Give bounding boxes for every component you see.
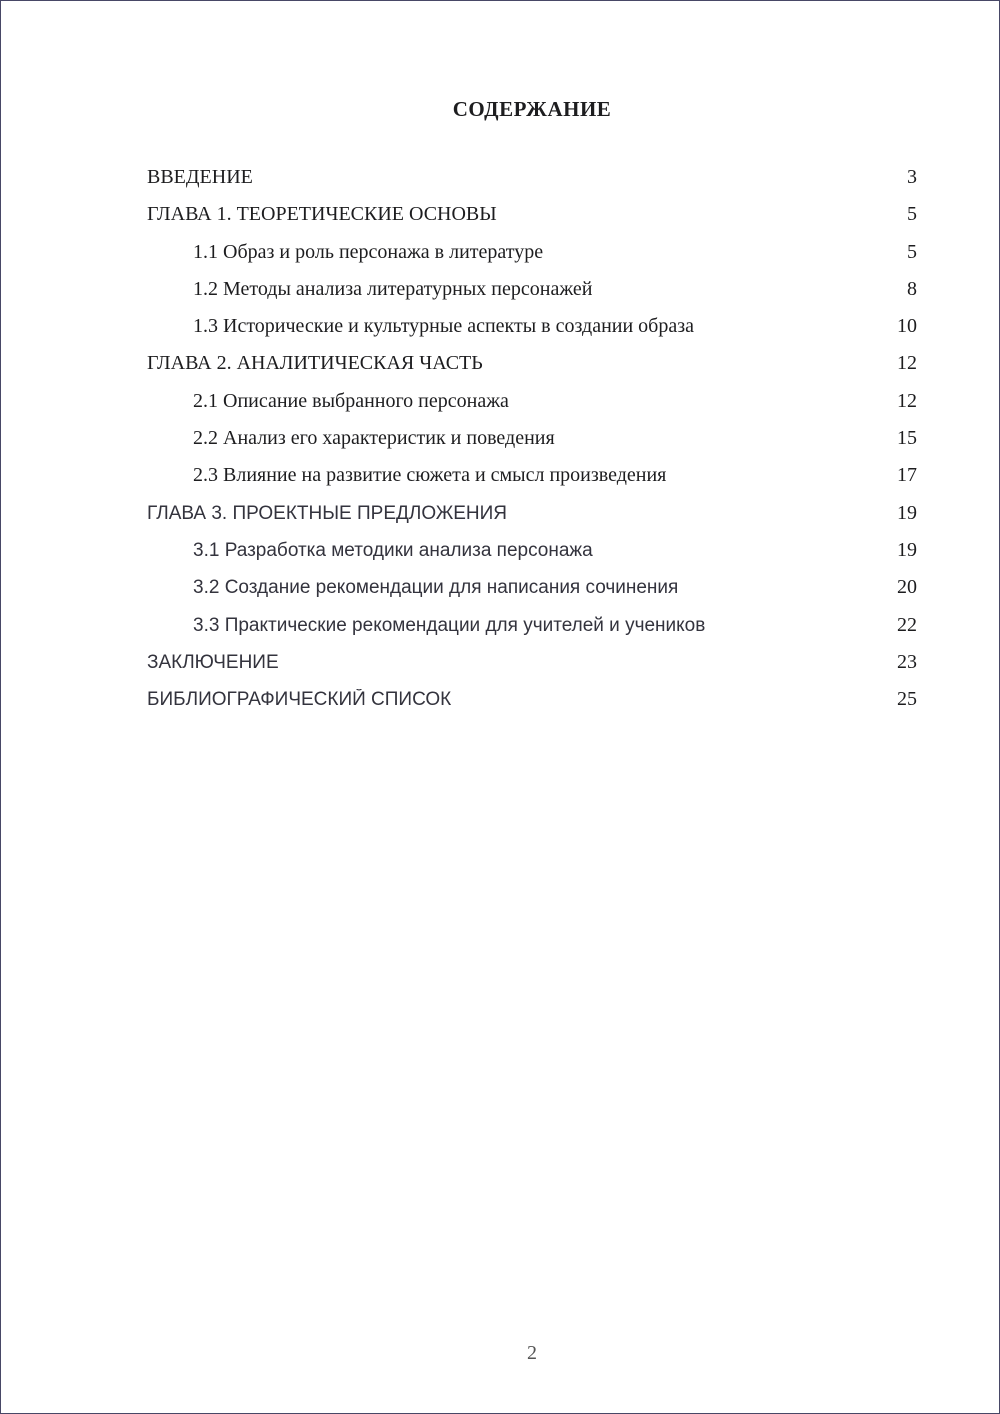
toc-entry-label: 1.2 Методы анализа литературных персонажей (193, 277, 593, 300)
toc-entry (147, 464, 917, 501)
toc-list (1, 166, 999, 725)
toc-entry-page: 19 (897, 538, 917, 561)
toc-entry-page: 5 (907, 240, 917, 263)
toc-entry (147, 427, 917, 464)
toc-entry (147, 241, 917, 278)
toc-entry (147, 539, 917, 576)
toc-entry (147, 576, 917, 613)
toc-entry-page: 12 (897, 352, 917, 375)
toc-entry-page: 17 (897, 464, 917, 487)
toc-entry (147, 688, 917, 725)
toc-entry-label: 2.1 Описание выбранного персонажа (193, 389, 509, 412)
toc-entry-page: 3 (907, 166, 917, 188)
page-number: 2 (527, 1342, 537, 1364)
toc-entry-page: 5 (907, 203, 917, 226)
toc-entry-label: 2.3 Влияние на развитие сюжета и смысл произведения (193, 464, 667, 487)
toc-entry-label: 2.2 Анализ его характеристик и поведения (193, 427, 555, 450)
page-title: СОДЕРЖАНИЕ (452, 97, 612, 121)
toc-entry (147, 315, 917, 352)
toc-entry-page: 10 (897, 315, 917, 338)
toc-entry-label: ВВЕДЕНИЕ (147, 166, 253, 188)
toc-entry-page: 25 (897, 688, 917, 711)
toc-entry-page: 20 (897, 576, 917, 599)
toc-entry (147, 651, 917, 688)
toc-entry-label: 3.1 Разработка методики анализа персонажа (193, 539, 593, 561)
toc-entry-page: 22 (897, 613, 917, 636)
toc-entry-label: ЗАКЛЮЧЕНИЕ (147, 651, 279, 673)
toc-entry-label: 1.3 Исторические и культурные аспекты в создании образа (193, 315, 695, 338)
toc-entry (147, 390, 917, 427)
toc-entry-page: 8 (907, 277, 917, 300)
toc-entry-label: БИБЛИОГРАФИЧЕСКИЙ СПИСОК (147, 689, 452, 711)
toc-entry (147, 502, 917, 539)
toc-entry-label: ГЛАВА 2. АНАЛИТИЧЕСКАЯ ЧАСТЬ (147, 352, 483, 375)
toc-entry-label: ГЛАВА 3. ПРОЕКТНЫЕ ПРЕДЛОЖЕНИЯ (147, 502, 508, 524)
toc-entry-page: 19 (897, 501, 917, 524)
toc-entry-label: 1.1 Образ и роль персонажа в литературе (193, 240, 544, 263)
toc-entry (147, 278, 917, 315)
toc-entry (147, 352, 917, 389)
toc-entry-page: 23 (897, 650, 917, 673)
toc-entry-page: 15 (897, 427, 917, 450)
toc-entry-page: 12 (897, 389, 917, 412)
toc-entry (147, 166, 917, 203)
toc-entry-label: 3.3 Практические рекомендации для учителей и учеников (193, 614, 706, 636)
toc-entry-label: 3.2 Создание рекомендации для написания сочинения (193, 577, 679, 599)
toc-entry-label: ГЛАВА 1. ТЕОРЕТИЧЕСКИЕ ОСНОВЫ (147, 203, 497, 226)
toc-entry (147, 203, 917, 240)
toc-entry (147, 614, 917, 651)
